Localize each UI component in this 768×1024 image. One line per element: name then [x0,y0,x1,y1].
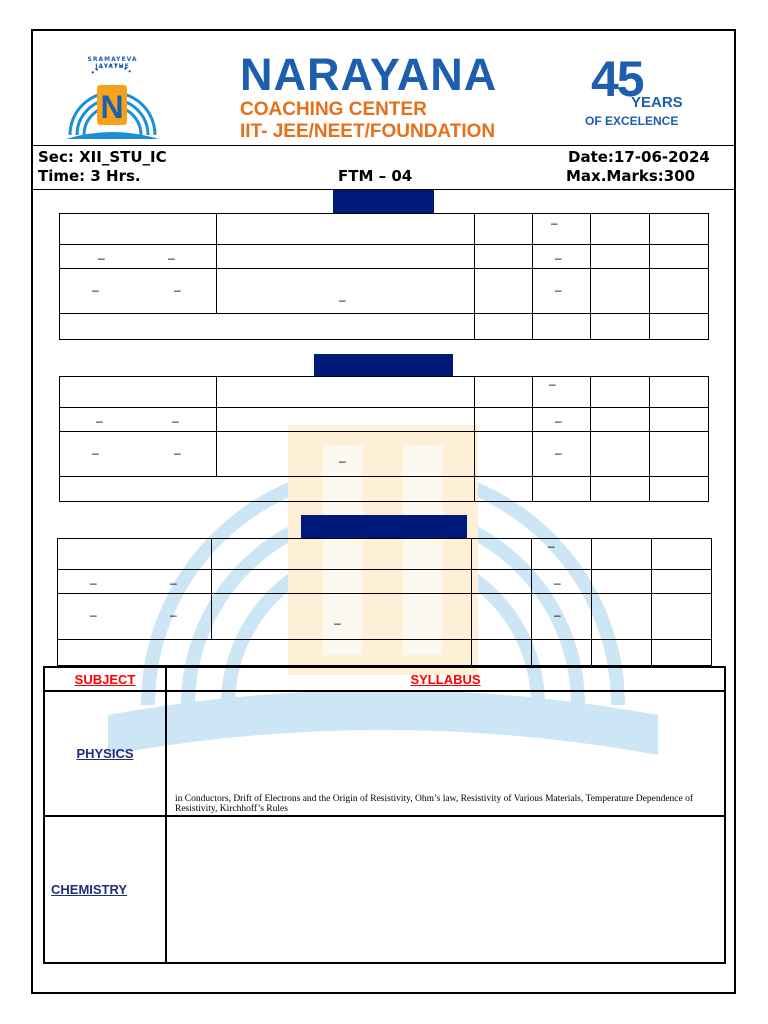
anniversary-tagline: OF EXCELENCE [585,114,679,128]
time-label: Time: 3 Hrs. [38,167,141,185]
brand-line-2: IIT- JEE/NEET/FOUNDATION [240,121,496,142]
section-band-2 [314,354,453,376]
brand-line-1: COACHING CENTER [240,99,427,120]
brand-name: NARAYANA [240,49,498,100]
physics-syllabus-cell [166,691,725,816]
subject-chemistry [44,816,166,963]
left-logo-text: SRAMAYEVA JAYATHE [87,56,138,70]
section-band-3 [301,515,467,538]
section-band-1 [333,190,434,213]
section-label: Sec: XII_STU_IC [38,148,167,166]
anniversary-logo [583,51,693,138]
svg-text:N: N [100,89,124,125]
anniversary-years: YEARS [631,94,683,111]
header-rule [33,145,734,146]
test-code: FTM – 04 [338,167,413,185]
marks-table-2: – – – – – – – – [59,376,709,502]
subject-chemistry-label: CHEMISTRY [51,882,128,897]
physics-topics: in Conductors, Drift of Electrons and the Origin of Resistivity, Ohm’s law, Resistivity of Various Materials, Temperature Dependence of Resistivity, Kirchhoff’s Rules [175,794,694,814]
marks-table-3: – – – – – – – – [57,538,712,666]
subject-physics [44,691,166,816]
subject-header: SUBJECT [44,667,166,691]
subject-physics-label: PHYSICS [76,746,134,761]
anniversary-number: 45 [591,51,643,107]
chemistry-syllabus-cell [166,816,725,963]
syllabus-table [43,666,726,964]
max-marks-label: Max.Marks:300 [566,167,696,185]
syllabus-header: SYLLABUS [166,667,725,691]
brand-block [240,49,540,143]
marks-table-1: – – – – – – – – [59,213,709,340]
date-label: Date:17-06-2024 [568,148,710,166]
